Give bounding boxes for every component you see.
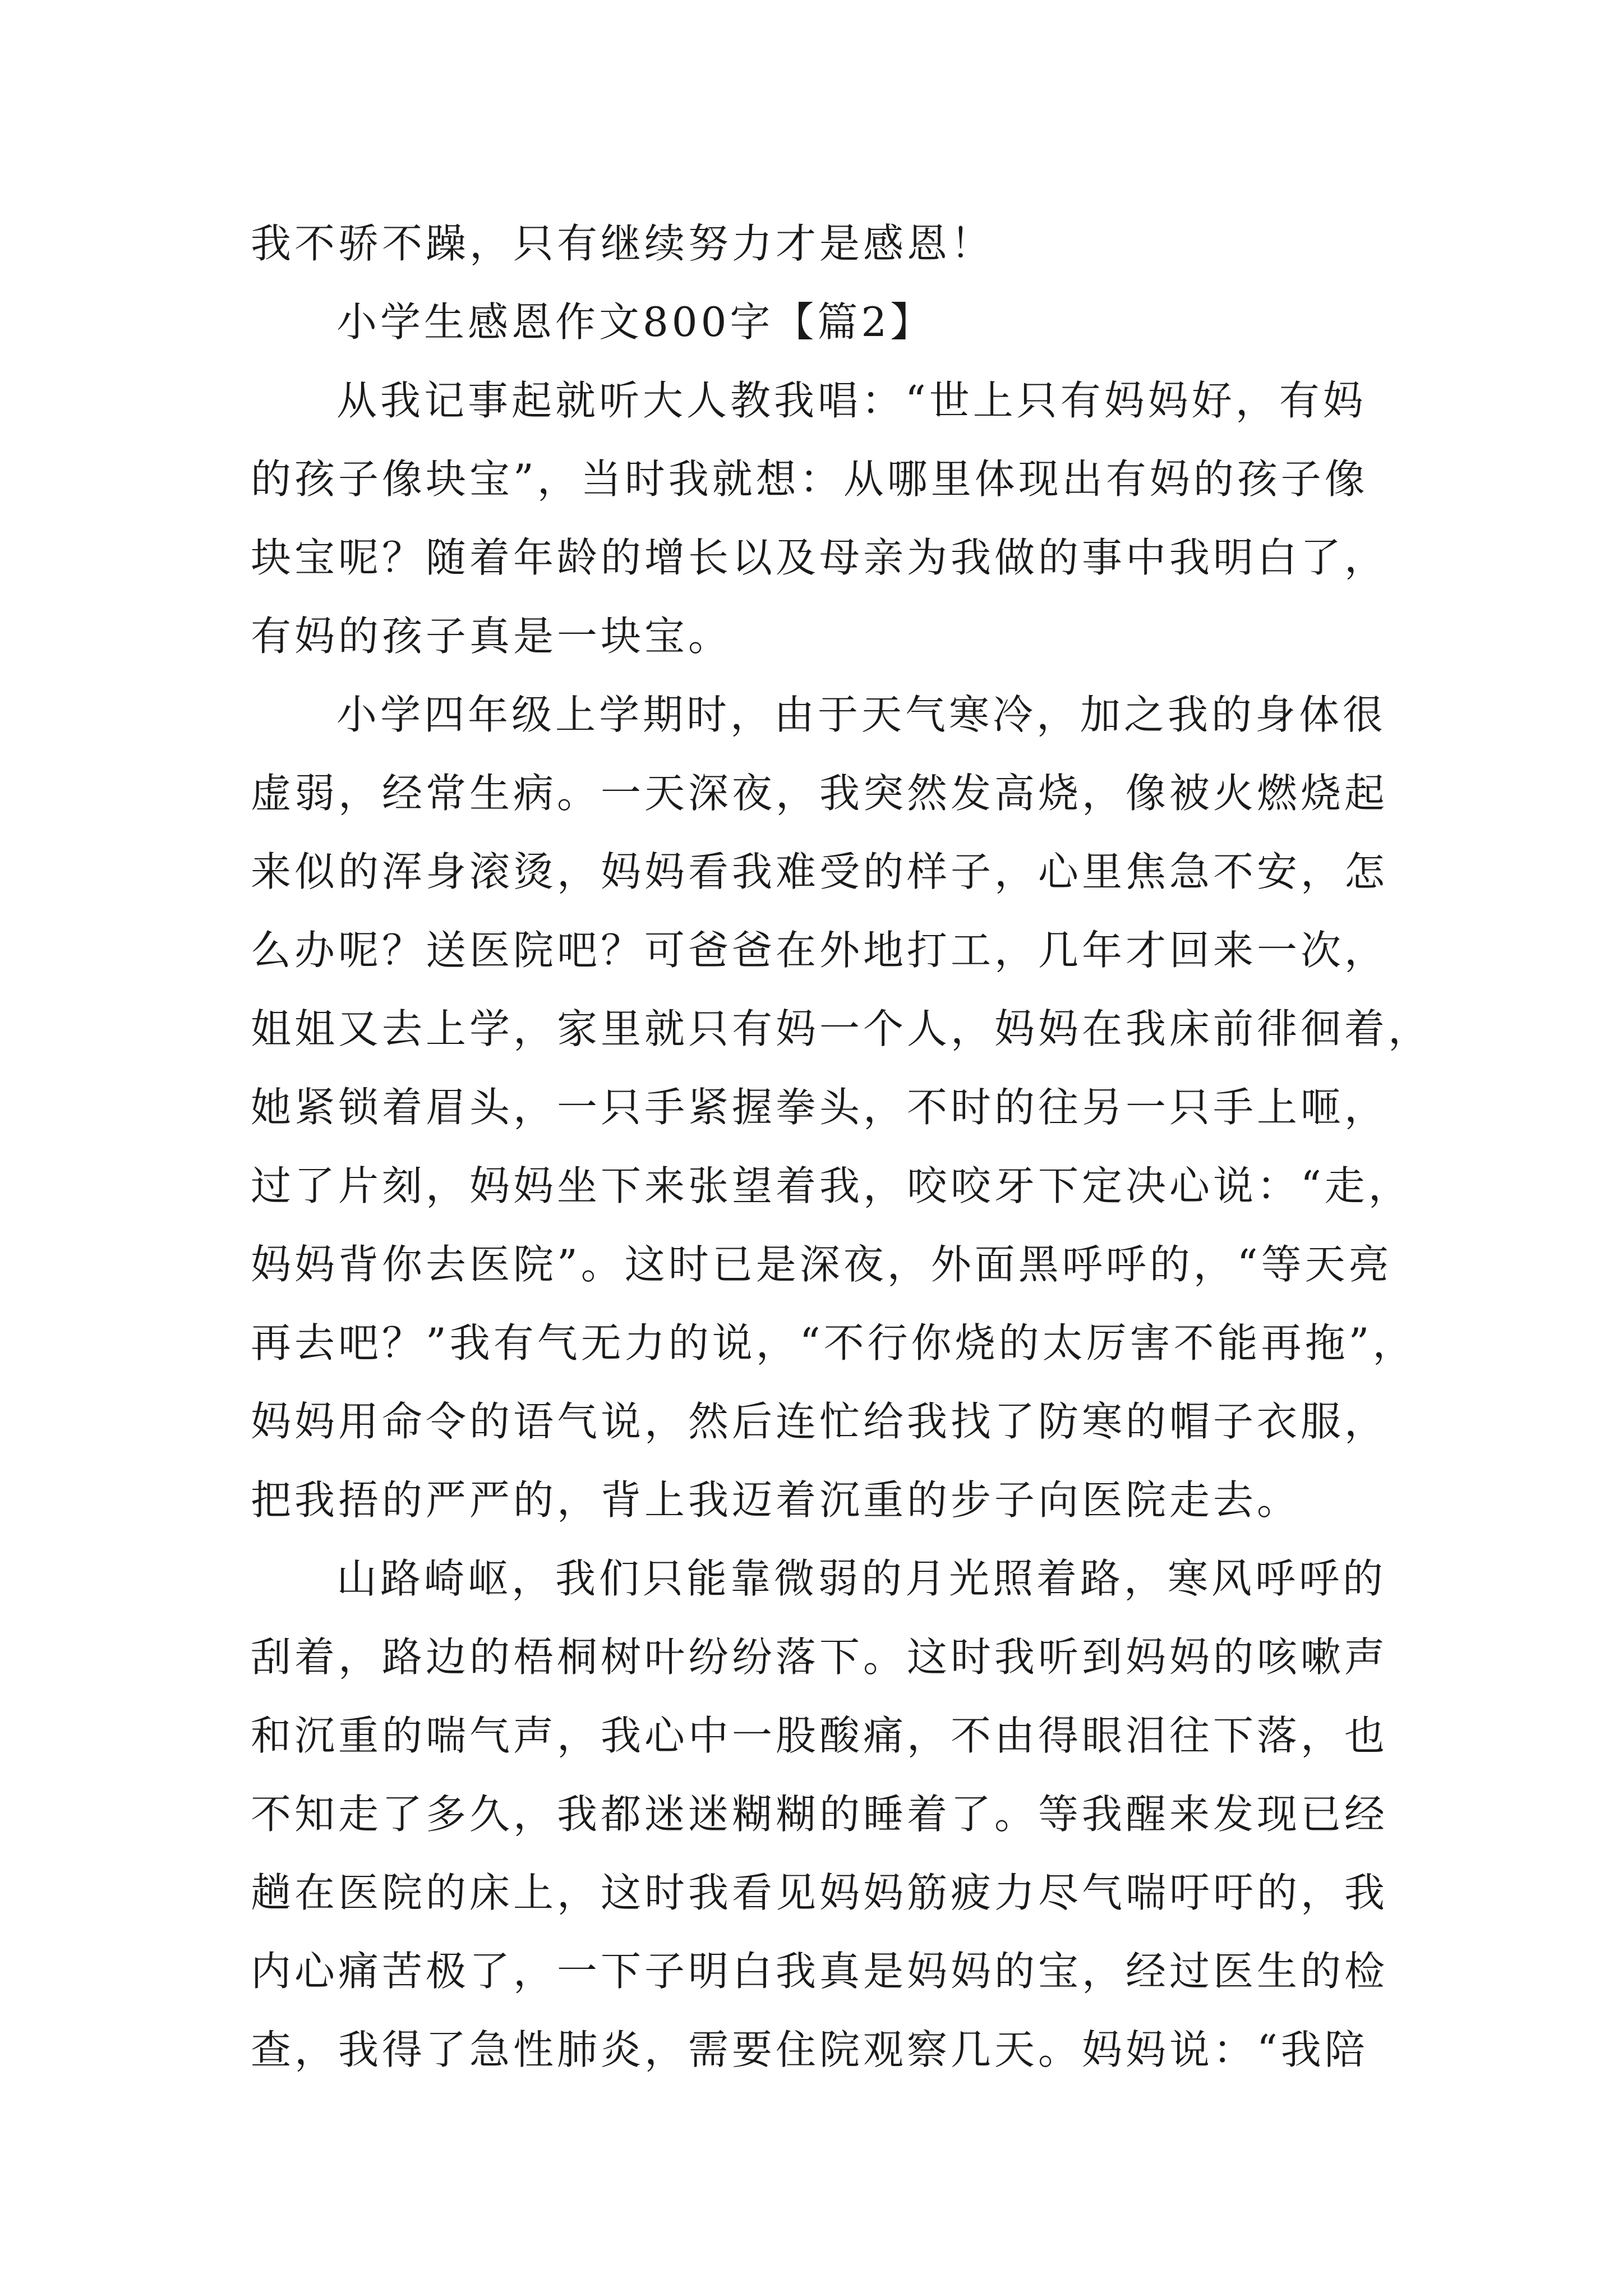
text-line: 小学四年级上学期时，由于天气寒冷，加之我的身体很 (336, 691, 1387, 738)
text-line: 刮着，路边的梧桐树叶纷纷落下。这时我听到妈妈的咳嗽声 (251, 1634, 1389, 1681)
text-line: 不知走了多久，我都迷迷糊糊的睡着了。等我醒来发现已经 (251, 1791, 1389, 1838)
text-line: 过了片刻，妈妈坐下来张望着我，咬咬牙下定决心说：“走， (251, 1162, 1412, 1209)
text-line: 么办呢？送医院吧？可爸爸在外地打工，几年才回来一次， (251, 927, 1389, 974)
text-line: 虚弱，经常生病。一天深夜，我突然发高烧，像被火燃烧起 (251, 770, 1389, 817)
text-line: 有妈的孩子真是一块宝。 (251, 613, 732, 660)
section-heading: 小学生感恩作文800字【篇2】 (336, 298, 934, 346)
text-line: 的孩子像块宝”，当时我就想：从哪里体现出有妈的孩子像 (251, 455, 1368, 503)
text-line: 和沉重的喘气声，我心中一股酸痛，不由得眼泪往下落，也 (251, 1712, 1389, 1759)
text-line: 来似的浑身滚烫，妈妈看我难受的样子，心里焦急不安，怎 (251, 848, 1389, 895)
text-line: 她紧锁着眉头，一只手紧握拳头，不时的往另一只手上咂， (251, 1084, 1389, 1131)
text-line: 妈妈背你去医院”。这时已是深夜，外面黑呼呼的，“等天亮 (251, 1241, 1393, 1288)
text-line: 再去吧？”我有气无力的说，“不行你烧的太厉害不能再拖”， (251, 1319, 1417, 1366)
text-line: 妈妈用命令的语气说，然后连忙给我找了防寒的帽子衣服， (251, 1398, 1389, 1445)
text-line: 从我记事起就听大人教我唱：“世上只有妈妈好，有妈 (336, 377, 1367, 424)
text-line: 把我捂的严严的，背上我迈着沉重的步子向医院走去。 (251, 1476, 1301, 1524)
text-line: 姐姐又去上学，家里就只有妈一个人，妈妈在我床前徘徊着， (251, 1005, 1432, 1052)
text-line: 查，我得了急性肺炎，需要住院观察几天。妈妈说：“我陪 (251, 2026, 1368, 2073)
text-line: 内心痛苦极了，一下子明白我真是妈妈的宝，经过医生的检 (251, 1948, 1389, 1995)
text-line: 块宝呢？随着年龄的增长以及母亲为我做的事中我明白了， (251, 534, 1389, 581)
text-line: 山路崎岖，我们只能靠微弱的月光照着路，寒风呼呼的 (336, 1555, 1387, 1602)
text-line: 趟在医院的床上，这时我看见妈妈筋疲力尽气喘吁吁的，我 (251, 1869, 1389, 1916)
text-line: 我不骄不躁，只有继续努力才是感恩！ (251, 220, 995, 267)
